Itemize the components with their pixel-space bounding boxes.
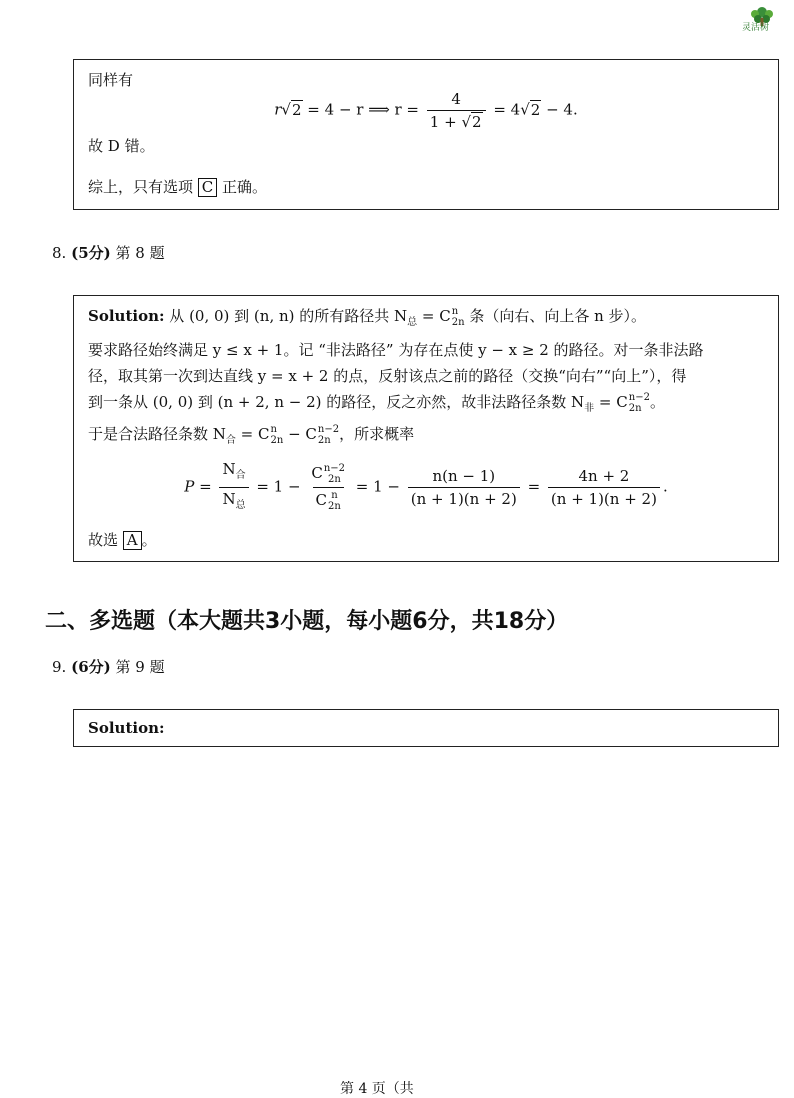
question-8-header: 8. (5分) 第 8 题 [52, 244, 165, 262]
box1-line1: 同样有 [88, 71, 134, 89]
probability-equation: P = $\frac{N_合}{N_总}$ = 1 − C n−2 2n C n 2n = 1 − $\frac{n(n - 1)}{(n + 1)(n + 2)}$ = $\frac{4n + 2}{(n + 1)(n + 2)}$ . [74, 460, 778, 515]
answer-box-a: A [123, 531, 142, 550]
box3-solution-label: Solution: [88, 719, 165, 737]
logo-text: 灵活树 [742, 23, 770, 33]
box2-line1: Solution: 从 (0, 0) 到 (n, n) 的所有路径共 $N_总 = C$ n 2n 条（向右、向上各 n 步）。 [88, 306, 647, 328]
page-footer: 第 4 页（共 [340, 1081, 414, 1097]
question-9-header: 9. (6分) 第 9 题 [52, 658, 165, 676]
box1-line3: 故 D 错。 [88, 137, 155, 155]
solution-box-q9 [73, 709, 779, 747]
box2-final: 故选 A 。 [88, 531, 157, 549]
box2-line3: 径，取其第一次到达直线 y = x + 2 的点，反射该点之前的路径（交换“向右”“向上”），得 [88, 367, 687, 385]
section-heading: 二、多选题（本大题共3小题，每小题6分，共18分） [45, 609, 569, 634]
solution-box-q8 [73, 295, 779, 562]
box2-line2: 要求路径始终满足 y ≤ x + 1。记 “非法路径” 为存在点使 y − x ≥ 2 的路径。对一条非法路 [88, 341, 704, 359]
box2-line4: 到一条从 (0, 0) 到 (n + 2, n − 2) 的路径，反之亦然，故非法路径条数 $N_非 = C$ n−2 2n 。 [88, 392, 665, 414]
answer-box-c: C [198, 178, 217, 197]
box1-equation: r√2 = 4 − r ⟹ r = $\frac{4}{1 + √2}$ = 4√2 − 4. [274, 90, 578, 131]
box2-line5: 于是合法路径条数 $N_合 = C$ n 2n − C n−2 2n ，所求概率 [88, 424, 415, 446]
box1-line4: 综上，只有选项 C 正确。 [88, 178, 268, 196]
solution-box-continued [73, 59, 779, 210]
fraction: $\frac{4}{1 + √2}$ [427, 90, 486, 131]
